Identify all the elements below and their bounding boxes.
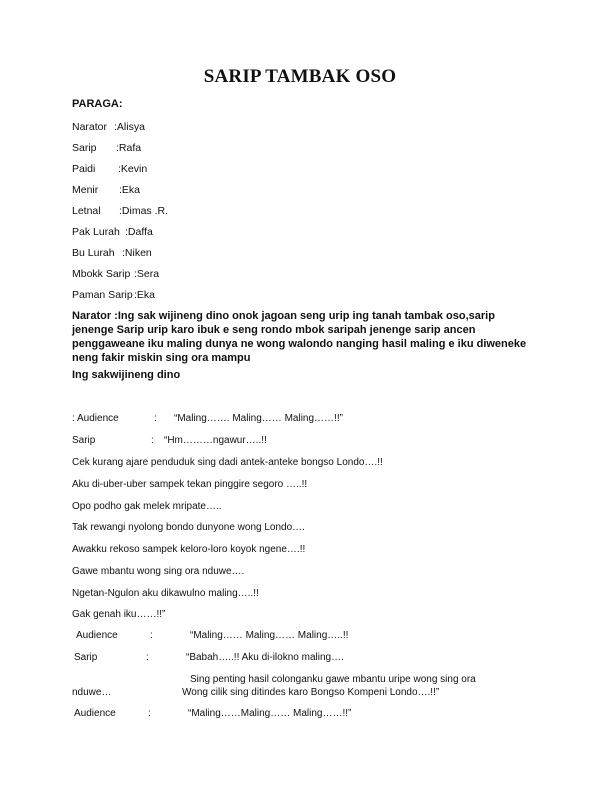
cast-role: Paidi — [72, 163, 96, 175]
speaker-colon: : — [154, 413, 157, 424]
dialogue-line-audience-1 — [72, 413, 432, 427]
cast-actor: :Daffa — [125, 226, 153, 238]
cast-row-pak-lurah — [72, 226, 153, 240]
dialogue-line: Awakku rekoso sampek keloro-loro koyok ngene….!! — [72, 544, 306, 555]
cast-role: Narator — [72, 121, 108, 133]
speaker-label: Sarip — [72, 435, 96, 446]
cast-actor: :Rafa — [116, 142, 142, 154]
speaker-label: Sarip — [74, 652, 98, 663]
speaker-label: Audience — [76, 630, 118, 641]
speech-text: “Babah…..!! Aku di-ilokno maling…. — [186, 652, 344, 663]
speaker-label: : Audience — [72, 413, 119, 424]
cast-role: Bu Lurah — [72, 247, 115, 259]
cast-row-narator — [72, 121, 145, 135]
speech-text: “Maling……Maling…… Maling……!!” — [188, 708, 352, 719]
intro-heading: Ing sakwijineng dino — [72, 369, 181, 381]
dialogue-line: Gawe mbantu wong sing ora nduwe…. — [72, 566, 245, 577]
speech-text: “Hm………ngawur…..!! — [164, 435, 267, 446]
cast-role: Letnal — [72, 205, 101, 217]
speech-continuation: nduwe… — [72, 687, 112, 698]
cast-actor: :Alisya — [114, 121, 145, 133]
speaker-label: Audience — [74, 708, 116, 719]
cast-role: Menir — [72, 184, 99, 196]
dialogue-line: Opo podho gak melek mripate….. — [72, 501, 222, 512]
cast-role: Sarip — [72, 142, 97, 154]
dialogue-line: Tak rewangi nyolong bondo dunyone wong Londo…. — [72, 522, 305, 533]
dialogue-line: Gak genah iku……!!” — [72, 609, 166, 620]
cast-row-paman-sarip — [72, 289, 155, 303]
speech-continuation: Wong cilik sing ditindes karo Bongso Kompeni Londo….!!” — [182, 687, 440, 698]
cast-actor: :Eka — [134, 289, 156, 301]
cast-row-mbokk-sarip — [72, 268, 159, 282]
speech-text: “Maling……. Maling…… Maling……!!” — [174, 413, 343, 424]
speaker-colon: : — [146, 652, 149, 663]
dialogue-line-sarip-1 — [72, 435, 432, 449]
cast-actor: :Dimas .R. — [119, 205, 169, 217]
cast-row-bu-lurah — [72, 247, 152, 261]
dialogue-line-audience-2 — [76, 630, 436, 644]
speaker-colon: : — [150, 630, 153, 641]
dialogue-line: Aku di-uber-uber sampek tekan pinggire segoro …..!! — [72, 479, 308, 490]
cast-role: Pak Lurah — [72, 226, 120, 238]
paraga-heading: PARAGA: — [72, 98, 123, 110]
speaker-colon: : — [148, 708, 151, 719]
dialogue-line-audience-3 — [74, 708, 434, 722]
dialogue-line: Ngetan-Ngulon aku dikawulno maling…..!! — [72, 588, 259, 599]
cast-row-menir — [72, 184, 140, 198]
cast-role: Mbokk Sarip — [72, 268, 131, 280]
speech-text: “Maling…… Maling…… Maling…..!! — [190, 630, 349, 641]
cast-row-letnal — [72, 205, 168, 219]
speech-continuation: Sing penting hasil colonganku gawe mbantu uripe wong sing ora — [190, 674, 476, 685]
speaker-colon: : — [151, 435, 154, 446]
dialogue-line-sarip-2 — [74, 652, 434, 666]
cast-actor: :Kevin — [118, 163, 148, 175]
cast-row-paidi — [72, 163, 147, 177]
narrator-paragraph: Narator :Ing sak wijineng dino onok jagoan seng urip ing tanah tambak oso,sarip jenenge Sarip urip karo ibuk e seng rondo mbok saripah jenenge sarip ancen penggaweane iku maling dunya ne wong walondo nanging hasil maling e iku diweneke neng fakir miskin sing ora mampu — [72, 310, 527, 364]
document-title: SARIP TAMBAK OSO — [203, 66, 397, 87]
cast-role: Paman Sarip — [72, 289, 133, 301]
cast-row-sarip — [72, 142, 141, 156]
cast-actor: :Sera — [134, 268, 160, 280]
cast-actor: :Eka — [119, 184, 141, 196]
dialogue-line: Cek kurang ajare penduduk sing dadi antek-anteke bongso Londo….!! — [72, 457, 383, 468]
cast-actor: :Niken — [122, 247, 152, 259]
